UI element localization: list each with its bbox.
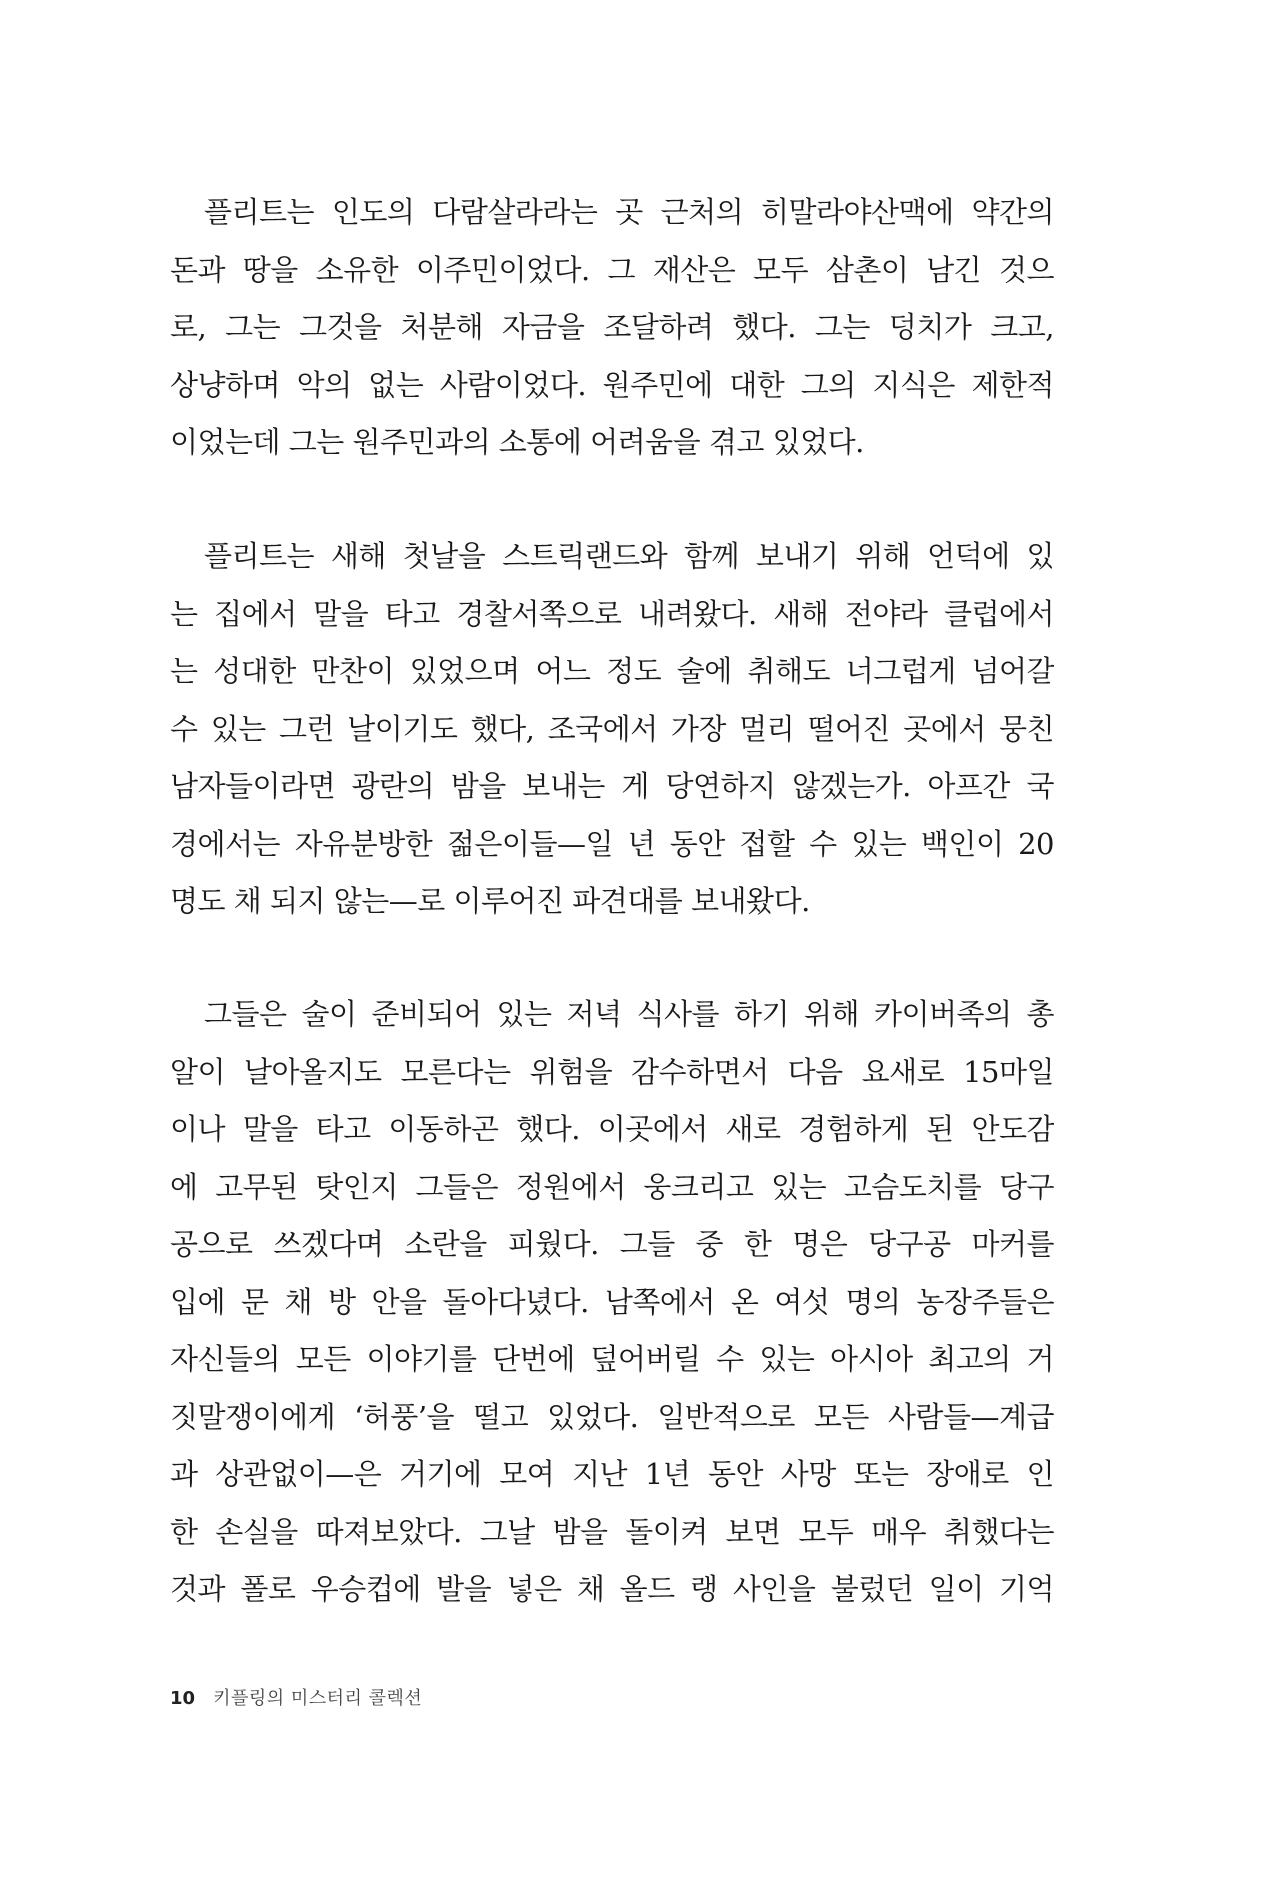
page-footer (170, 1684, 422, 1710)
text-line: 한 손실을 따져보았다. 그날 밤을 돌이켜 보면 모두 매우 취했다는 (170, 1514, 1054, 1549)
text-line: 경에서는 자유분방한 젊은이들—일 년 동안 접할 수 있는 백인이 20 (170, 826, 1054, 861)
text-line: 입에 문 채 방 안을 돌아다녔다. 남쪽에서 온 여섯 명의 농장주들은 (170, 1284, 1054, 1319)
text-line: 공으로 쓰겠다며 소란을 피웠다. 그들 중 한 명은 당구공 마커를 (170, 1227, 1054, 1261)
text-line: 는 집에서 말을 타고 경찰서쪽으로 내려왔다. 새해 전야라 클럽에서 (170, 596, 1054, 631)
text-line: 과 상관없이—은 거기에 모여 지난 1년 동안 사망 또는 장애로 인 (170, 1457, 1054, 1491)
text-line: 남자들이라면 광란의 밤을 보내는 게 당연하지 않겠는가. 아프간 국 (170, 769, 1054, 803)
text-line: 이었는데 그는 원주민과의 소통에 어려움을 겪고 있었다. (170, 425, 864, 459)
page-number: 10 (170, 1688, 196, 1709)
text-line: 그들은 술이 준비되어 있는 저녁 식사를 하기 위해 카이버족의 총 (204, 997, 1054, 1031)
text-line: 명도 채 되지 않는—로 이루어진 파견대를 보내왔다. (170, 884, 810, 918)
text-line: 에 고무된 탓인지 그들은 정원에서 웅크리고 있는 고슴도치를 당구 (170, 1169, 1054, 1204)
text-line: 플리트는 새해 첫날을 스트릭랜드와 함께 보내기 위해 언덕에 있 (204, 539, 1054, 573)
text-line: 플리트는 인도의 다람살라라는 곳 근처의 히말라야산맥에 약간의 (204, 195, 1054, 229)
text-line: 이나 말을 타고 이동하곤 했다. 이곳에서 새로 경험하게 된 안도감 (170, 1112, 1054, 1146)
running-title: 키플링의 미스터리 콜렉션 (213, 1688, 423, 1709)
text-line: 짓말쟁이에게 ‘허풍’을 떨고 있었다. 일반적으로 모든 사람들—계급 (170, 1399, 1054, 1434)
text-line: 돈과 땅을 소유한 이주민이었다. 그 재산은 모두 삼촌이 남긴 것으 (170, 252, 1054, 287)
text-line: 는 성대한 만찬이 있었으며 어느 정도 술에 취해도 너그럽게 넘어갈 (170, 654, 1054, 688)
paragraph-3 (170, 986, 1054, 1619)
text-line: 것과 폴로 우승컵에 발을 넣은 채 올드 랭 사인을 불렀던 일이 기억 (170, 1572, 1054, 1606)
text-line: 자신들의 모든 이야기를 단번에 덮어버릴 수 있는 아시아 최고의 거 (170, 1342, 1054, 1376)
text-line: 상냥하며 악의 없는 사람이었다. 원주민에 대한 그의 지식은 제한적 (170, 367, 1054, 402)
text-line: 알이 날아올지도 모른다는 위험을 감수하면서 다음 요새로 15마일 (170, 1054, 1054, 1089)
paragraph-1 (170, 184, 1054, 472)
text-line: 수 있는 그런 날이기도 했다, 조국에서 가장 멀리 떨어진 곳에서 뭉친 (170, 711, 1054, 746)
text-line: 로, 그는 그것을 처분해 자금을 조달하려 했다. 그는 덩치가 크고, (170, 310, 1054, 344)
paragraph-2 (170, 528, 1054, 931)
